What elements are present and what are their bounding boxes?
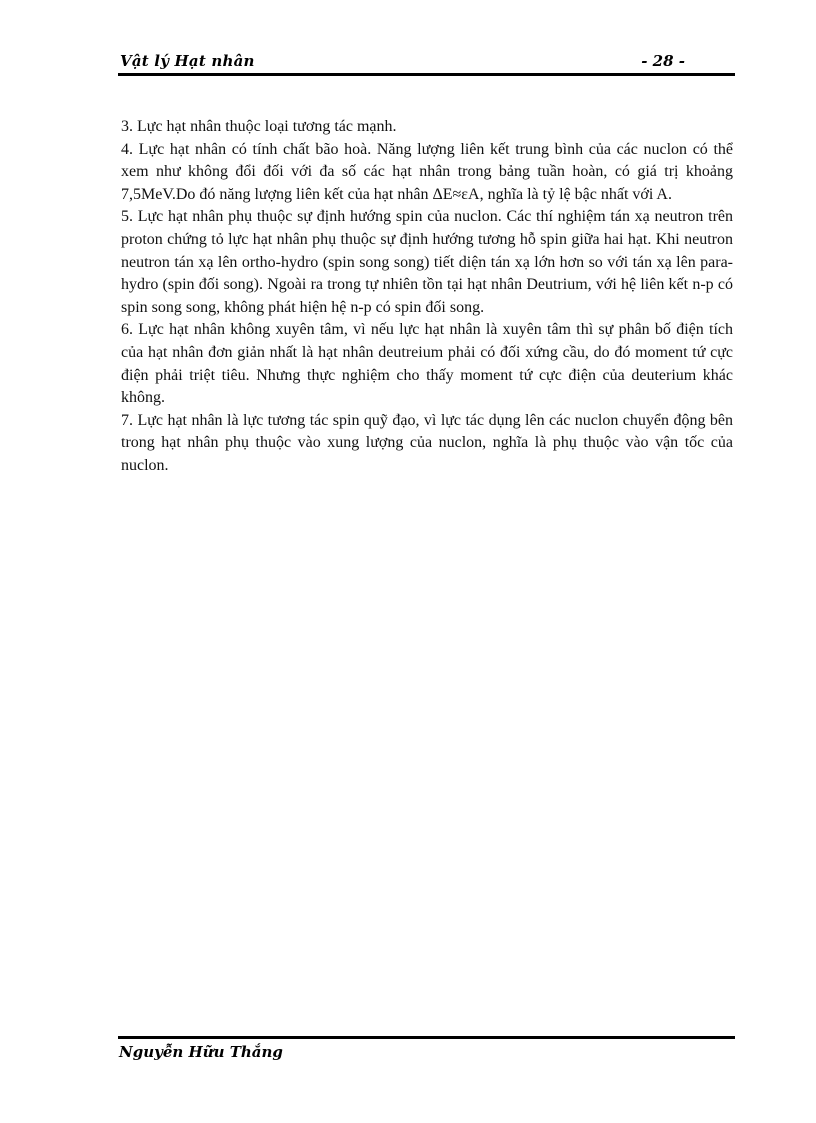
page-number: - 28 - xyxy=(641,52,685,70)
paragraph-item-6: 6. Lực hạt nhân không xuyên tâm, vì nếu lực hạt nhân là xuyên tâm thì sự phân bố điện tích của hạt nhân đơn giản nhất là hạt nhân deutreium phải có đối xứng cầu, do đó moment tứ cực điện phải triệt tiêu. Nhưng thực nghiệm cho thấy moment tứ cực điện của deuterium khác không. xyxy=(121,321,733,407)
page-header xyxy=(118,52,735,74)
paragraph-item-4: 4. Lực hạt nhân có tính chất bão hoà. Năng lượng liên kết trung bình của các nuclon có thể xem như không đổi đối với đa số các hạt nhân trong bảng tuần hoàn, có giá trị khoảng 7,5MeV.Do đó năng lượng liên kết của hạt nhân ΔE≈εA, nghĩa là tỷ lệ bậc nhất với A. xyxy=(121,140,733,203)
paragraph-item-5: 5. Lực hạt nhân phụ thuộc sự định hướng spin của nuclon. Các thí nghiệm tán xạ neutron trên proton chứng tỏ lực hạt nhân phụ thuộc sự định hướng tương hỗ spin giữa hai hạt. Khi neutron neutron tán xạ lên ortho-hydro (spin song song) tiết diện tán xạ lớn hơn so với tán xạ lên para-hydro (spin đối song). Ngoài ra trong tự nhiên tồn tại hạt nhân Deutrium, với hệ liên kết n-p có spin song song, không phát hiện hệ n-p có spin đối song. xyxy=(121,208,733,316)
body-text xyxy=(121,116,733,478)
paragraph-item-7: 7. Lực hạt nhân là lực tương tác spin quỹ đạo, vì lực tác dụng lên các nuclon chuyển động bên trong hạt nhân phụ thuộc vào xung lượng của nuclon, nghĩa là phụ thuộc vào vận tốc của nuclon. xyxy=(121,411,733,474)
header-rule xyxy=(118,73,735,76)
paragraph-item-3: 3. Lực hạt nhân thuộc loại tương tác mạnh. xyxy=(121,118,397,135)
footer-rule xyxy=(118,1036,735,1039)
header-title: Vật lý Hạt nhân xyxy=(120,52,255,70)
footer-author: Nguyễn Hữu Thắng xyxy=(119,1043,283,1061)
